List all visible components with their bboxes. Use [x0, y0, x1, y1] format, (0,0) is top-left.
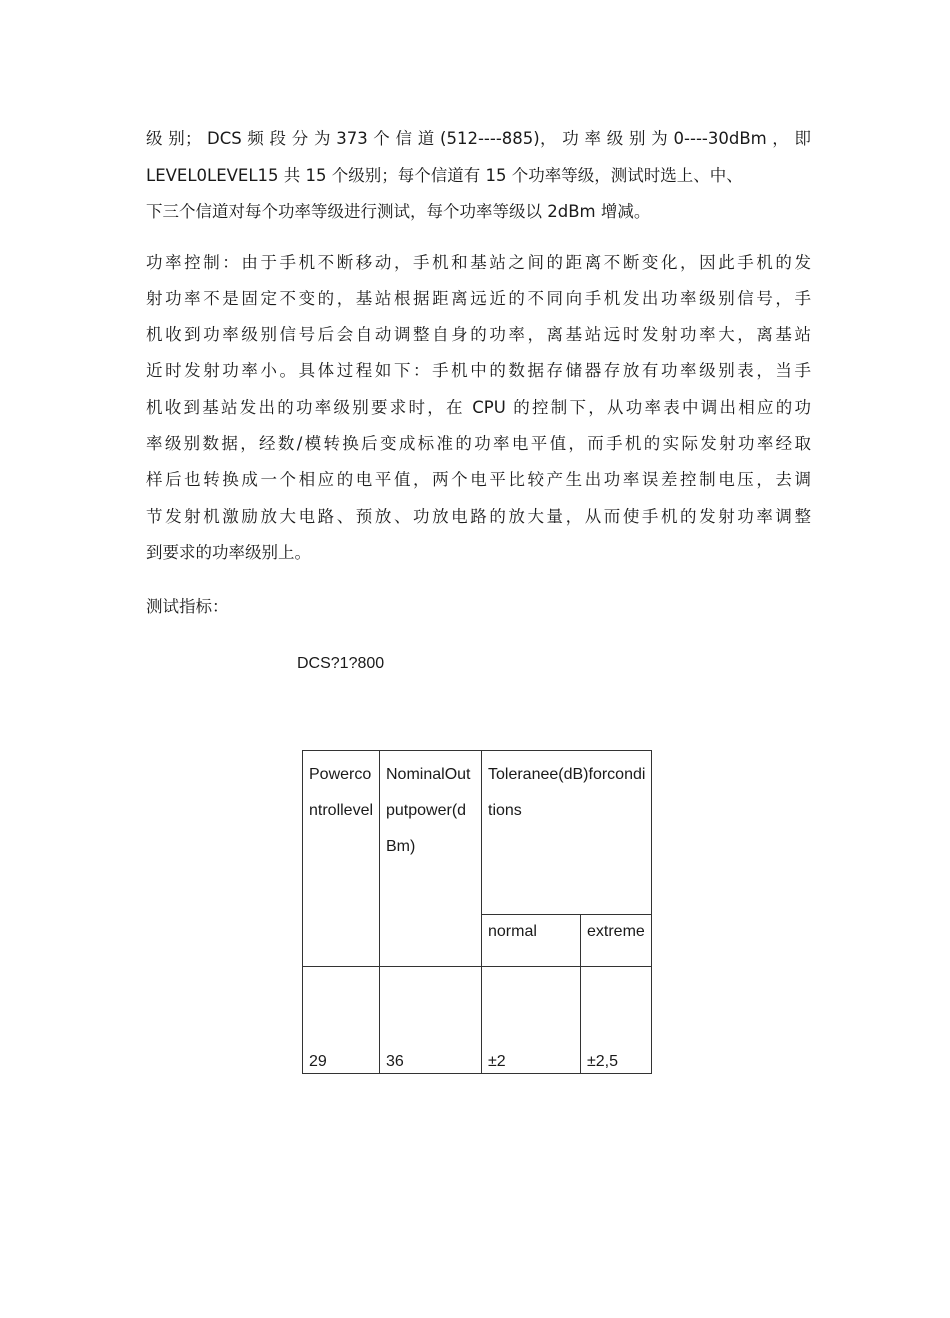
power-control-line-1: 功率控制：由于手机不断移动，手机和基站之间的距离不断变化，因此手机的发 — [146, 253, 811, 272]
power-control-line-9: 到要求的功率级别上。 — [146, 543, 311, 562]
power-control-line-3: 机收到功率级别信号后会自动调整自身的功率，离基站远时发射功率大，离基站 — [146, 325, 811, 344]
power-control-line-4: 近时发射功率小。具体过程如下：手机中的数据存储器存放有功率级别表，当手 — [146, 361, 811, 380]
header-tolerance: Toleranee(dB)forconditions — [482, 751, 652, 915]
power-control-line-8: 节发射机激励放大电路、预放、功放电路的放大量，从而使手机的发射功率调整 — [146, 507, 811, 526]
power-control-line-2: 射功率不是固定不变的，基站根据距离远近的不同向手机发出功率级别信号，手 — [146, 289, 811, 308]
header-nominal-output-power: NominalOutputpower(dBm) — [380, 751, 482, 967]
header-power-control-level: Powercontrollevel — [303, 751, 380, 967]
power-control-line-7: 样后也转换成一个相应的电平值，两个电平比较产生出功率误差控制电压，去调 — [146, 470, 811, 489]
intro-line-2: LEVEL0LEVEL15 共 15 个级别；每个信道有 15 个功率等级，测试时选上、中、 — [146, 166, 743, 185]
header-normal: normal — [482, 915, 581, 967]
cell-level: 29 — [303, 967, 380, 1074]
cell-power: 36 — [380, 967, 482, 1074]
header-extreme: extreme — [581, 915, 652, 967]
table-header-row — [303, 751, 652, 915]
table-title: DCS?1?800 — [297, 655, 385, 672]
intro-line-1: 级 别； DCS 频 段 分 为 373 个 信 道 (512----885)， 功 率 级 别 为 0----30dBm ， 即 — [146, 129, 811, 148]
power-spec-table — [302, 750, 652, 1074]
intro-line-3: 下三个信道对每个功率等级进行测试，每个功率等级以 2dBm 增减。 — [146, 202, 651, 221]
table-row — [303, 967, 652, 1074]
test-heading: 测试指标： — [146, 597, 229, 616]
cell-extreme: ±2,5 — [581, 967, 652, 1074]
cell-normal: ±2 — [482, 967, 581, 1074]
power-control-line-6: 率级别数据，经数/模转换后变成标准的功率电平值，而手机的实际发射功率经取 — [146, 434, 811, 453]
power-control-line-5: 机收到基站发出的功率级别要求时，在 CPU 的控制下，从功率表中调出相应的功 — [146, 398, 811, 417]
